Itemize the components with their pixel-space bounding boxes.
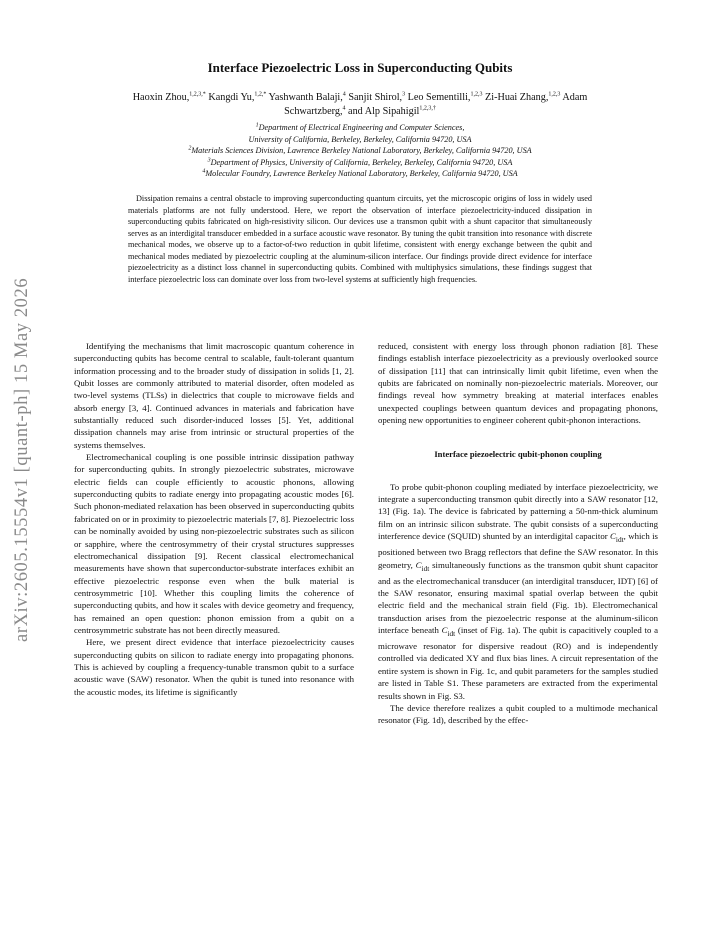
body-paragraph: Electromechanical coupling is one possible intrinsic dissipation pathway for superconducting qubits. In strongly piezoelectric substrates, microwave electric fields can couple efficiently to acoustic phonons, allowing superconducting qubits to radiate energy into propagating acoustic modes [6]. Such phonon-mediated relaxation has been observed in superconducting qubits fabricated on or in proximity to piezoelectric materials [7, 8]. Piezoelectric loss can be nominally avoided by using non-piezoelectric substrates such as silicon or sapphire, where the centrosymmetry of their crystal structures suppresses electromechanical dissipation [9]. Recent classical electromechanical measurements have shown that superconductor-substrate interfaces exhibit an effective piezoelectric response even when the bulk material is centrosymmetric [10]. Whether this coupling limits the coherence of superconducting qubits, and how it scales with device geometry and frequency, has remained an open question: phonon emission from a qubit on a centrosymmetric substrate has not been directly measured. xyxy=(74,452,354,635)
body-paragraph: Here, we present direct evidence that interface piezoelectricity causes superconducting qubits on silicon to radiate energy into propagating phonons. This is achieved by coupling a frequency-tunable transmon qubit to a surface acoustic wave (SAW) resonator. When the qubit is tuned into resonance with the acoustic modes, its lifetime is significantly xyxy=(74,637,354,697)
body-paragraph: The device therefore realizes a qubit coupled to a multimode mechanical resonator (Fig. 1d), described by the effec- xyxy=(378,702,658,726)
affiliation-line: $^3$Department of Physics, University of California, Berkeley, Berkeley, California 94720, USA xyxy=(207,157,513,167)
left-column xyxy=(74,340,354,698)
body-paragraph: Identifying the mechanisms that limit macroscopic quantum coherence in superconducting qubits has become central to scalable, fault-tolerant quantum information processing and to the broader study of dissipation in solids [1, 2]. Qubit losses are commonly attributed to material disorder, often modeled as two-level systems (TLSs) in dielectrics that couple to microwave fields and absorb energy [3, 4]. Continued advances in materials and fabrication have substantially reduced such disorder-induced losses [5]. Yet, additional dissipation channels may arise from intrinsic or structural properties of the systems themselves. xyxy=(74,341,354,450)
right-column xyxy=(378,340,658,727)
paper-title: Interface Piezoelectric Loss in Superconducting Qubits xyxy=(207,60,513,75)
affiliation-line: $^4$Molecular Foundry, Lawrence Berkeley National Laboratory, Berkeley, California 94720, USA xyxy=(202,168,518,179)
abstract: Dissipation remains a central obstacle to improving superconducting quantum circuits, yet the microscopic origins of loss in widely used materials platforms are not fully understood. Here, we report the observation of interface piezoelectricity-induced dissipation in superconducting qubits fabricated on high-resistivity silicon. Our devices use a transmon qubit with a shunt capacitor that simultaneously serves as an interdigital transducer embedded in a surface acoustic wave resonator. By tuning the qubit transition into resonance with discrete mechanical modes, we observe up to a factor-of-two reduction in qubit lifetime, consistent with energy exchange between the qubit and mechanical modes mediated by piezoelectric coupling at the aluminum-silicon interface. Our findings provide direct evidence for interface piezoelectricity as a distinct loss channel in superconducting qubits. Combined with multiphysics simulations, these findings suggest that interface piezoelectric loss can dominate over loss from two-level systems at sufficiently high frequencies. xyxy=(128,194,592,284)
arxiv-identifier: arXiv:2605.15554v1 [quant-ph] 15 May 2026 xyxy=(12,277,32,643)
affiliation-line: $^1$Department of Electrical Engineering and Computer Sciences, xyxy=(255,122,465,132)
affiliation-line: $^2$Materials Sciences Division, Lawrence Berkeley National Laboratory, Berkeley, California 94720, USA xyxy=(188,145,532,156)
section-heading: Interface piezoelectric qubit-phonon coupling xyxy=(434,449,602,460)
body-paragraph: reduced, consistent with energy loss through phonon radiation [8]. These findings establish interface piezoelectricity as a previously overlooked source of dissipation [11] that can intrinsically limit qubit lifetime, even when the qubits are fabricated on nominally non-piezoelectric materials. Moreover, our findings reveal how symmetry breaking at material interfaces enables unexpected couplings between quantum devices and propagating phonons, opening new opportunities to engineer coherent qubit-phonon interactions. xyxy=(378,341,658,426)
affiliation-line: University of California, Berkeley, Berkeley, California 94720, USA xyxy=(248,134,472,144)
author-list: Haoxin Zhou,$^{1,2,3,*}$ Kangdi Yu,$^{1,2,*}$ Yashwanth Balaji,$^4$ Sanjit Shirol,$^3$ Leo Sementilli,$^{1,2,3}$ Zi-Huai Zhang,$^{1,2,3}$ Adam Schwartzberg,$^4$ and Alp Sipahigil$^{1,2,3,\dagger}$ xyxy=(132,91,588,117)
body-paragraph: To probe qubit-phonon coupling mediated by interface piezoelectricity, we integrate a superconducting transmon qubit directly into a SAW resonator [12, 13] (Fig. 1a). The device is fabricated by patterning a 50-nm-thick aluminum film on an intrinsic silicon substrate. The qubit consists of a superconducting interference device (SQUID) shunted by an interdigital capacitor $C_{idt}$, which is positioned between two Bragg reflectors that define the SAW resonator. In this geometry, $C_{idt}$ simultaneously functions as the transmon qubit shunt capacitor and as the electromechanical transducer (an interdigital transducer, IDT) [6] of the SAW resonator, ensuring maximal spatial overlap between the qubit electric field and the mechanical strain field (Fig. 1b). Electromechanical transduction arises from the piezoelectric response at the aluminum-silicon interface beneath $C_{idt}$ (inset of Fig. 1a). The qubit is capacitively coupled to a microwave resonator for dispersive readout (RO) and is independently controlled via dedicated XY and flux bias lines. A circuit representation of the entire system is shown in Fig. 1c, and qubit parameters for the samples studied are listed in Table S1. These parameters are extracted from the experimental results shown in Fig. S3. xyxy=(378,481,658,701)
affiliations xyxy=(110,122,610,180)
